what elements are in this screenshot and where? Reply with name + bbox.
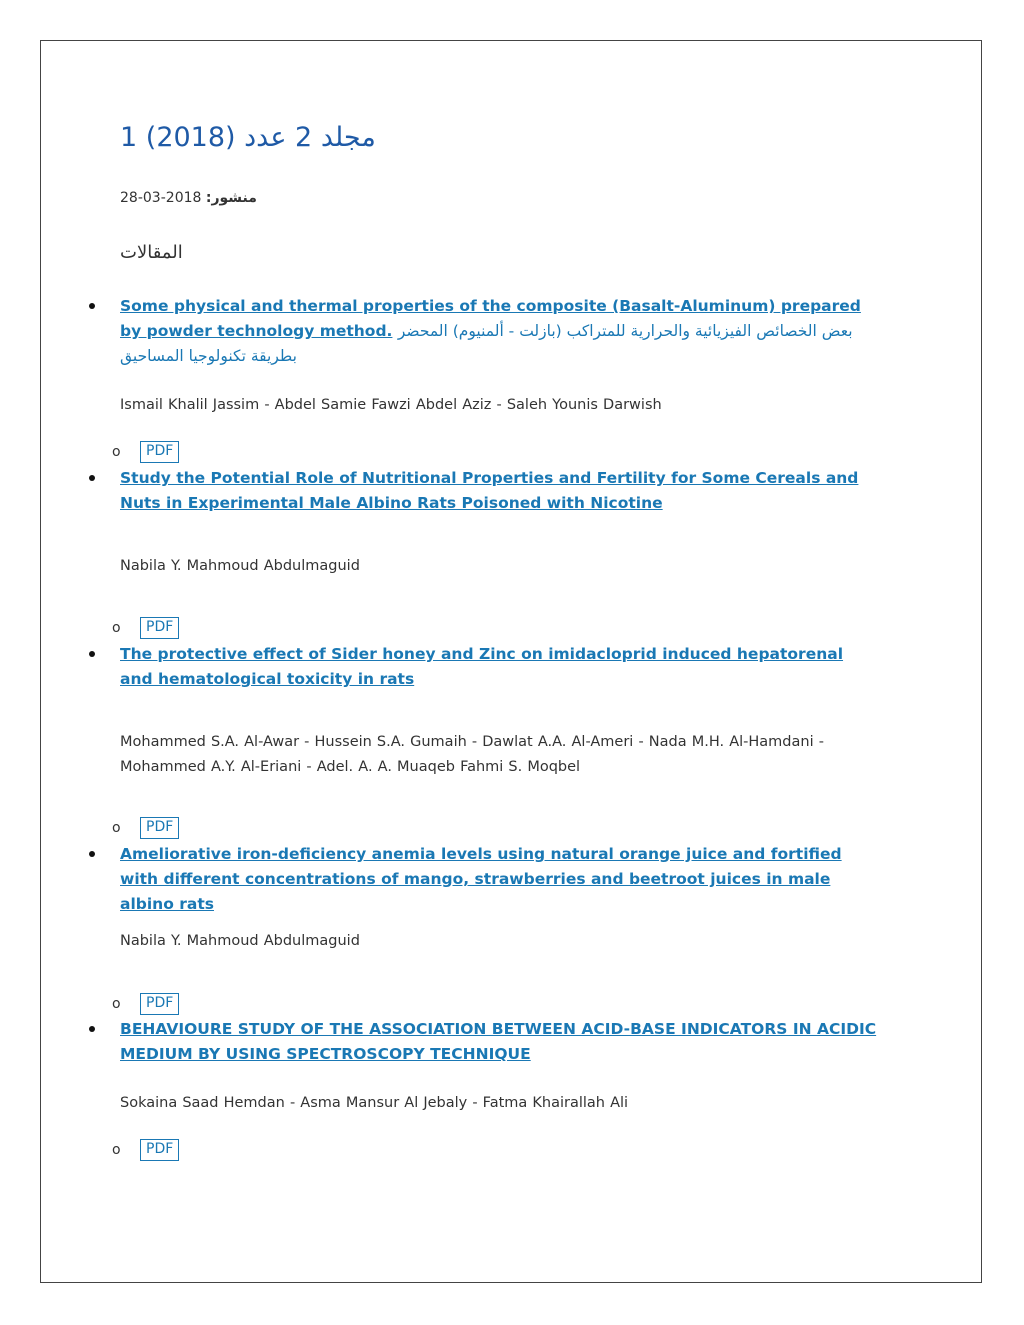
published-date (120, 190, 257, 206)
article-title (120, 294, 880, 369)
article-authors: Ismail Khalil Jassim - Abdel Samie Fawzi Abdel Aziz - Saleh Younis Darwish (120, 397, 662, 413)
article-title (120, 842, 880, 917)
bullet-icon (89, 851, 95, 857)
circle-bullet-icon: o (112, 820, 121, 836)
article-title (120, 466, 880, 516)
circle-bullet-icon: o (112, 620, 121, 636)
article-authors: Nabila Y. Mahmoud Abdulmaguid (120, 558, 360, 574)
article-link[interactable]: The protective effect of Sider honey and Zinc on imidacloprid induced hepatorenal and hematological toxicity in rats (120, 645, 844, 688)
article-link[interactable]: Ameliorative iron-deficiency anemia levels using natural orange juice and fortified with different concentrations of mango, strawberries and beetroot juices in male albino rats (120, 845, 842, 913)
circle-bullet-icon: o (112, 1142, 121, 1158)
circle-bullet-icon: o (112, 996, 121, 1012)
circle-bullet-icon: o (112, 444, 121, 460)
published-value: 2018-03-28 (120, 190, 202, 206)
article-authors: Nabila Y. Mahmoud Abdulmaguid (120, 933, 360, 949)
article-link[interactable]: Study the Potential Role of Nutritional Properties and Fertility for Some Cereals and Nuts in Experimental Male Albino Rats Poisoned with Nicotine (120, 469, 859, 512)
pdf-button[interactable]: PDF (140, 817, 179, 839)
issue-title: 1 مجلد 2 عدد (2018) (120, 122, 376, 153)
article-title (120, 642, 880, 692)
pdf-button[interactable]: PDF (140, 1139, 179, 1161)
bullet-icon (89, 303, 95, 309)
article-authors: Sokaina Saad Hemdan - Asma Mansur Al Jebaly - Fatma Khairallah Ali (120, 1095, 629, 1111)
bullet-icon (89, 1026, 95, 1032)
articles-heading: المقالات (120, 242, 183, 263)
pdf-button[interactable]: PDF (140, 993, 179, 1015)
pdf-button[interactable]: PDF (140, 441, 179, 463)
pdf-button[interactable]: PDF (140, 617, 179, 639)
article-link[interactable]: BEHAVIOURE STUDY OF THE ASSOCIATION BETWEEN ACID-BASE INDICATORS IN ACIDIC MEDIUM BY USING SPECTROSCOPY TECHNIQUE (120, 1020, 877, 1063)
bullet-icon (89, 475, 95, 481)
article-authors: Mohammed S.A. Al-Awar - Hussein S.A. Gumaih - Dawlat A.A. Al-Ameri - Nada M.H. Al-Hamdani - Mohammed A.Y. Al-Eriani - Adel. A. A. Muaqeb Fahmi S. Moqbel (120, 734, 824, 775)
article-title-arabic: بعض الخصائص الفيزيائية والحرارية للمتراكب (بازلت - ألمنيوم) المحضر بطريقة تكنولوجيا المساحيق (120, 322, 853, 365)
article-title (120, 1017, 880, 1067)
published-label: منشور: (205, 190, 257, 206)
bullet-icon (89, 651, 95, 657)
article-link[interactable]: Some physical and thermal properties of the composite (Basalt-Aluminum) prepared by powder technology method. (120, 297, 861, 340)
